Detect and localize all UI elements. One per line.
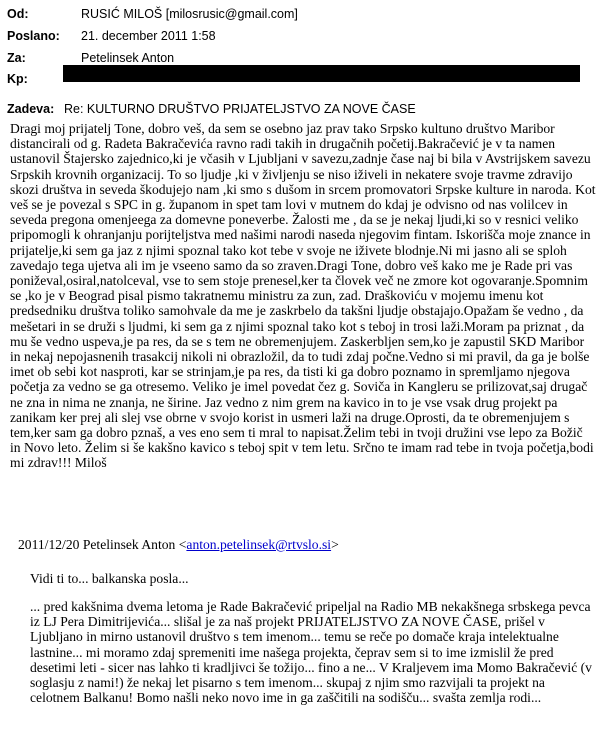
quote-attribution-close: > bbox=[331, 537, 339, 552]
sent-label: Poslano: bbox=[7, 29, 60, 43]
to-label: Za: bbox=[7, 51, 26, 65]
from-label: Od: bbox=[7, 7, 29, 21]
message-paragraph: Dragi moj prijatelj Tone, dobro veš, da sem se osebno jaz prav tako Srpsko kultuno društvo Maribor distancirali od g. Radeta Bakračevića ravno radi takih in drugačnih početij.Bakračević je v ta namen ustanovil Štajersko zajednico,ki je včasih v Ljubljani v savezu,zadnje čase naj bi bila v Avstrijskem savezu Srpskih krovnih organizacij. To so ljudje ,ki v življenju se niso iživeli in nekatere svoje travme zdravijo skozi društva in seveda škodujejo nam ,ki smo s dušom in srcem promovatori Srpske kulture in naroda. Kot veš se je povezal s SPC in g. županom in spet tam lovi v mutnem do kdaj je odvisno od nas volilcev in seveda pregona omenjeega za domevne poneverbe. Žalosti me , da se je nekaj ljudi,ki so v resnici veliko pripomogli k ohranjanju porijteljstva med našimi narodi naseda njegovim fintam. Iskoriščа moje znance in prijatelje,ki sem ga jaz z njimi spoznal tako kot tebe v svoje ne iživete blodnje.Ni mi jasno ali se sploh zavedajo tega ujetva ali im je vseeno samo da so zraven.Dragi Tone, dobro veš kako me je Rade pri vas poniževal,osiral,natolceval, vse to sem stoje prenesel,ker ta človek več ne zmore kot ogovaranje.Spomnim se ,ko je v Beograd pisal pismo takratnemu ministru za zun, zad. Draškoviću v mojemu imenu kot predsedniku društva toliko samohvale da me je zaskrbelo da takšni ljudje obstajajo.Opažam še vedno , da mešetari in se druži s ljudmi, ki sem ga z njimi spoznal tako kot s teboj in trosi laži.Moram pa priznat , da mu še vedno uspeva,je pa res, da se s tem ne obremenjujem. Zaskerbljen sem,ko je zapustil SKD Maribor in nekaj nepojasnenih trasakcij nikoli ni obrazložil, da to tudi zdaj počne.Vedno si mi pravil, da ga je bolše imet ob sebi kot nasproti, kar se strinjam,je pa res, da tisti ki ga dobro poznamo in spremljamo njegova početja za vedno se ga otresemo. Veliko je imel povedat čez g. Soviča in Kangleru se prilizovat,saj drugač ne zna in nima ne znanja, ne širine. Jaz vedno z nim grem na kavico in to je vse vsak drug projekt pa zanikam ker prej ali slej vse obrne v svojo korist in usmeri laži na druge.Oprosti, da te obremenjujem s tem,ker sam ga dobro pznaš, a ves eno sem ti mral to napisat.Želim tebi in tvoji družini vse lepo za Božič in Novo leto. Želim si še kakšno kavico s teboj spit v tem letu. Srčno te imam rad tebe in tvoja početja,bodi mi zdrav!!! Miloš bbox=[10, 121, 596, 471]
to-value: Petelinsek Anton bbox=[81, 51, 175, 65]
subject-value: Re: KULTURNO DRUŠTVO PRIJATELJSTVO ZA NOVE ČASE bbox=[64, 102, 416, 116]
subject-label: Zadeva: bbox=[7, 102, 55, 116]
quote-email-link[interactable]: anton.petelinsek@rtvslo.si bbox=[186, 537, 332, 552]
quote-attribution-text: 2011/12/20 Petelinsek Anton < bbox=[18, 537, 187, 552]
from-value: RUSIĆ MILOŠ [milosrusic@gmail.com] bbox=[81, 7, 298, 21]
quoted-intro: Vidi ti to... balkanska posla... bbox=[30, 571, 189, 586]
redaction-bar bbox=[63, 65, 580, 82]
quote-attribution bbox=[18, 537, 339, 552]
sent-value: 21. december 2011 1:58 bbox=[81, 29, 216, 43]
quoted-main-text: ... pred kakšnima dvema letoma je Rade Bakračević pripeljal na Radio MB nekakšnega srbskega pevca iz LJ Pera Dimitrijevića... slišal je za naš projekt PRIJATELJSTVO ZA NOVE ČASE, prišel v Ljubljano in mirno ustanovil društvo s tem imenom... temu se reče po domače kraja intelektualne lastnine... mi moramo zdaj spremeniti ime našega projekta, čeprav sem si to ime izmislil že pred desetimi leti - sicer nas lahko ti kradljivci še tožijo... fino a ne... V Kraljevem ima Momo Bakračević (v soglasju z nami!) že nekaj let pisarno s tem imenom... skupaj z njim smo razvijali ta projekt na celotnem Balkanu! Bomo našli neko novo ime in ga zaščitili na sodišču... svašta zemlja rodi... bbox=[30, 599, 592, 706]
cc-label: Kp: bbox=[7, 72, 28, 86]
message-body bbox=[10, 121, 596, 471]
